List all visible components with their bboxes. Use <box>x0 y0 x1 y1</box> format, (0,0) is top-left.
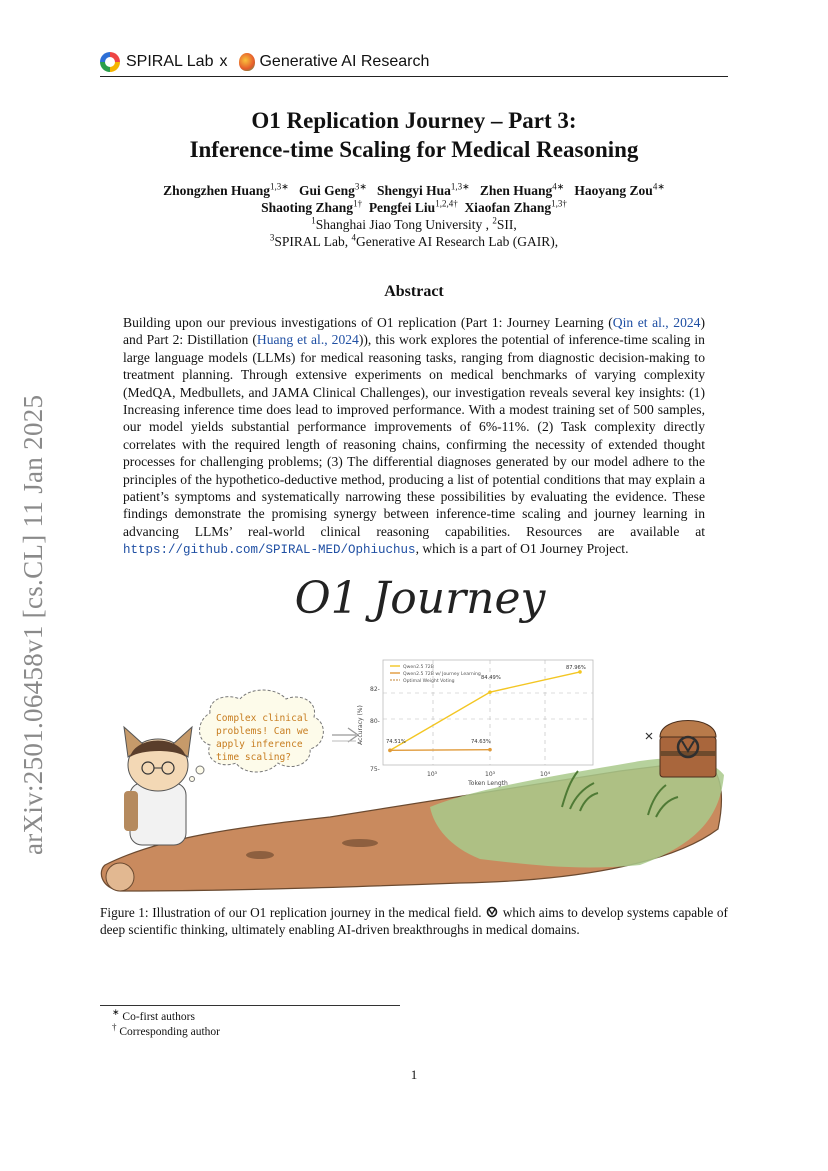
caption-text: Figure 1: Illustration of our O1 replication journey in the medical field. <box>100 905 486 920</box>
author-marker: 1,2,4† <box>435 198 458 209</box>
footnotes <box>100 1005 400 1040</box>
affiliation-line-2 <box>100 233 728 250</box>
author-name: Gui Geng <box>298 183 355 198</box>
author-block <box>100 182 728 250</box>
inset-chart <box>357 660 593 787</box>
title-line-2: Inference-time Scaling for Medical Reasoning <box>189 137 639 162</box>
y-tick-label: 75- <box>370 766 380 773</box>
author-name: Haoyang Zou <box>574 183 653 198</box>
author-marker: 4∗ <box>552 181 565 192</box>
author-marker: 1,3∗ <box>450 181 470 192</box>
affiliation-line-1 <box>100 216 728 233</box>
aff-marker: 4 <box>351 232 357 243</box>
ophiuchus-logo-icon <box>485 906 499 918</box>
legend-entry: Qwen2.5 72B w/ Journey Learning <box>403 672 481 677</box>
speech-line: time scaling? <box>216 752 292 763</box>
figure-illustration <box>100 565 728 895</box>
speech-line: apply inference <box>216 739 303 750</box>
author-name: Shengyi Hua <box>377 183 451 198</box>
author-name: Zhen Huang <box>479 183 553 198</box>
author-name: Pengfei Liu <box>368 200 436 215</box>
abstract-heading: Abstract <box>384 283 444 300</box>
aff-marker: 2 <box>492 215 497 226</box>
series-line <box>390 750 490 751</box>
org-name: Generative AI Research <box>259 53 430 70</box>
author-name: Zhongzhen Huang <box>163 183 271 198</box>
paper-title <box>100 106 728 164</box>
log-knot <box>342 839 378 847</box>
author-marker: 4∗ <box>652 181 665 192</box>
caption-text: which aims to develop systems capable of deep scientific thinking, ultimately enabling AI-driven breakthroughs in medical domains. <box>100 905 728 937</box>
data-label: 74.51% <box>386 739 406 745</box>
x-tick-label: 10⁴ <box>540 771 551 778</box>
data-point <box>388 749 392 753</box>
legend-entry: Optimal Weight Voting <box>403 679 455 684</box>
footnote-marker: † <box>112 1022 117 1033</box>
y-tick-label: 80- <box>370 718 380 725</box>
figure-caption <box>100 904 728 938</box>
footnote-text: Corresponding author <box>119 1026 220 1038</box>
data-label: 74.63% <box>471 739 491 745</box>
spiral-logo-icon <box>100 52 120 72</box>
figure-script-title: O1 Journey <box>294 573 546 624</box>
github-link[interactable]: https://github.com/SPIRAL-MED/Ophiuchus <box>123 543 416 558</box>
arrow-icon <box>332 728 358 742</box>
data-point <box>488 748 492 752</box>
footnote-marker: ∗ <box>112 1007 120 1018</box>
abstract-text: ) and Part 2: Distillation ( <box>123 315 705 348</box>
author-name: Shaoting Zhang <box>261 200 354 215</box>
abstract-text: , which is a part of O1 Journey Project. <box>415 541 629 557</box>
lab-name: SPIRAL Lab <box>126 53 214 70</box>
legend-entry: Qwen2.5 72B <box>403 665 434 670</box>
affiliation: SII, <box>496 217 517 232</box>
footnote-corresponding <box>100 1022 400 1040</box>
author-marker: 3∗ <box>354 181 367 192</box>
header-separator: x <box>219 53 228 70</box>
thought-dot <box>190 777 195 782</box>
cat-doctor-figure <box>124 727 192 845</box>
speech-line: Complex clinical <box>216 713 309 724</box>
author-line-2 <box>100 199 728 216</box>
affiliation: Shanghai Jiao Tong University , <box>315 217 493 232</box>
author-name: Xiaofan Zhang <box>464 200 552 215</box>
data-label: 84.49% <box>481 675 501 681</box>
log-knot <box>246 851 274 859</box>
gai-logo-icon <box>239 53 255 71</box>
affiliation: SPIRAL Lab, <box>274 234 352 249</box>
abstract-body <box>123 314 705 560</box>
author-marker: 1,3∗ <box>270 181 289 192</box>
abstract-text: )), this work explores the potential of inference-time scaling in large language models (LLMs) for medical reasoning tasks, ranging from diagnostic decision-making to treatment planning. Through extensive experiments on medical benchmarks of varying complexity (MedQA, Medbullets, and JAMA Clinical Challenges), our investigation reveals several key insights: (1) Increasing inference time does lead to improved performance. With a modest training set of 500 samples, our model yields substantial performance improvements of 6%-11%. (2) Task complexity directly correlates with the required length of reasoning chains, confirming the necessity of extended thought processes for challenging problems; (3) The differential diagnoses generated by our model adhere to the principles of the hypothetico-deductive method, producing a list of potential conditions that may explain a patient’s symptoms and systematically narrowing these possibilities by evaluating the evidence. These findings demonstrate the promising synergy between inference-time scaling and journey learning in advancing LLMs’ real-world clinical reasoning capabilities. Resources are available at <box>123 332 705 539</box>
figure-svg <box>100 565 728 895</box>
data-label: 87.96% <box>566 665 586 671</box>
thought-dot <box>196 766 204 774</box>
author-marker: 1† <box>353 198 363 209</box>
arxiv-stamp: arXiv:2501.06458v1 [cs.CL] 11 Jan 2025 <box>18 394 48 855</box>
abstract-text: Building upon our previous investigations of O1 replication (Part 1: Journey Learning ( <box>123 315 613 330</box>
aff-marker: 1 <box>311 215 316 226</box>
citation-link[interactable]: Huang et al., 2024 <box>256 332 359 348</box>
page-number: 1 <box>410 1067 418 1082</box>
aff-marker: 3 <box>269 232 275 243</box>
author-marker: 1,3† <box>551 198 567 209</box>
x-axis-label: Token Length <box>468 780 508 787</box>
log-end <box>106 863 134 891</box>
speech-line: problems! Can we <box>216 726 309 737</box>
page-header <box>100 48 728 77</box>
x-tick-label: 10³ <box>485 771 496 778</box>
affiliation: Generative AI Research Lab (GAIR), <box>356 234 559 249</box>
footnote-text: Co-first authors <box>122 1011 195 1023</box>
citation-link[interactable]: Qin et al., 2024 <box>612 315 701 330</box>
data-point <box>488 690 492 694</box>
title-line-1: O1 Replication Journey – Part 3: <box>251 108 577 133</box>
footnote-cofirst <box>100 1007 400 1025</box>
y-axis-label: Accuracy (%) <box>357 705 364 745</box>
y-tick-label: 82- <box>370 686 380 693</box>
x-tick-label: 10³ <box>427 771 438 778</box>
author-line-1 <box>100 182 728 199</box>
